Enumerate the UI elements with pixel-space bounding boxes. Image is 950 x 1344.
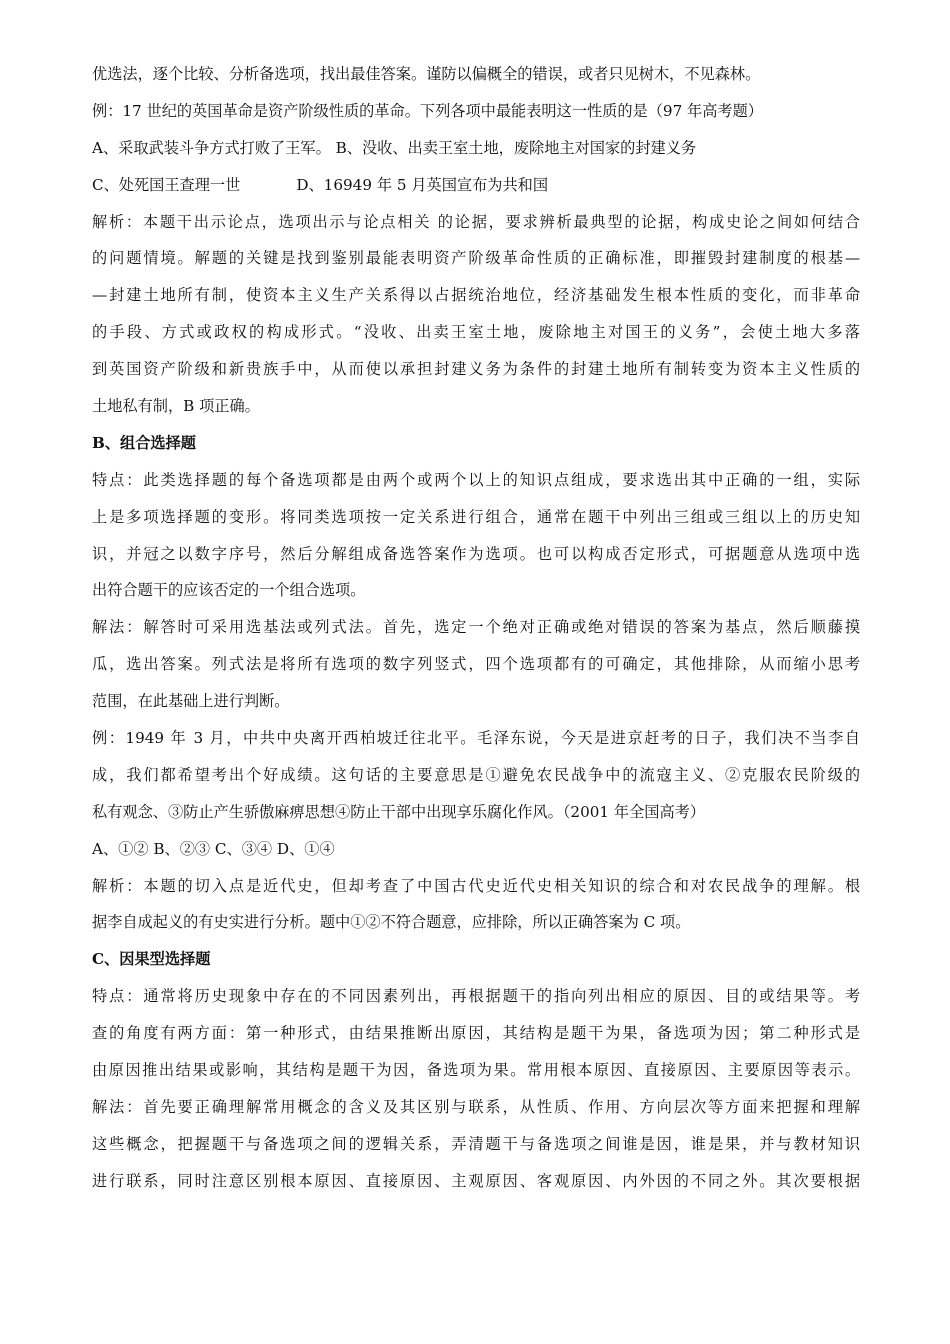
- text-line: 进行联系，同时注意区别根本原因、直接原因、主观原因、客观原因、内外因的不同之外。其次要根据: [92, 1171, 860, 1190]
- text-line: 瓜，选出答案。列式法是将所有选项的数字列竖式，四个选项都有的可确定，其他排除，从而缩小思考: [92, 655, 860, 674]
- text-line: 上是多项选择题的变形。将同类选项按一定关系进行组合，通常在题干中列出三组或三组以上的历史知: [92, 507, 860, 526]
- text-line: 范围，在此基础上进行判断。: [92, 692, 290, 711]
- text-line: 解析：本题的切入点是近代史，但却考查了中国古代史近代史相关知识的综合和对农民战争的理解。根: [92, 876, 860, 895]
- option-d: D、16949 年 5 月英国宣布为共和国: [296, 175, 549, 194]
- text-line: 识，并冠之以数字序号，然后分解组成备选答案作为选项。也可以构成否定形式，可据题意从选项中选: [92, 544, 860, 563]
- text-line: A、①② B、②③ C、③④ D、①④: [92, 839, 335, 858]
- text-line: 解法：解答时可采用选基法或列式法。首先，选定一个绝对正确或绝对错误的答案为基点，然后顺藤摸: [92, 618, 860, 637]
- text-line: 私有观念、③防止产生骄傲麻痹思想④防止干部中出现享乐腐化作风。（2001 年全国高考）: [92, 802, 706, 821]
- text-line: 到英国资产阶级和新贵族手中，从而使以承担封建义务为条件的封建土地所有制转变为资本主义性质的: [92, 360, 860, 379]
- text-line: 土地私有制，B 项正确。: [92, 397, 260, 416]
- section-heading: B、组合选择题: [92, 433, 196, 452]
- text-line: 例：1949 年 3 月，中共中央离开西柏坡迁往北平。毛泽东说，今天是进京赶考的日子，我们决不当李自: [92, 729, 860, 748]
- text-line: 例：17 世纪的英国革命是资产阶级性质的革命。下列各项中最能表明这一性质的是（97 年高考题）: [92, 101, 763, 120]
- text-line: 的问题情境。解题的关键是找到鉴别最能表明资产阶级革命性质的正确标准，即摧毁封建制度的根基—: [92, 249, 860, 268]
- text-line: 特点：此类选择题的每个备选项都是由两个或两个以上的知识点组成，要求选出其中正确的一组，实际: [92, 470, 860, 489]
- text-line: 据李自成起义的有史实进行分析。题中①②不符合题意，应排除，所以正确答案为 C 项。: [92, 913, 691, 932]
- text-line: 的手段、方式或政权的构成形式。“没收、出卖王室土地，废除地主对国王的义务”，会使土地大多落: [92, 323, 860, 342]
- text-line: 这些概念，把握题干与备选项之间的逻辑关系，弄清题干与备选项之间谁是因，谁是果，并与教材知识: [92, 1134, 860, 1153]
- text-line: A、采取武装斗争方式打败了王军。 B、没收、出卖王室土地，废除地主对国家的封建义务: [92, 138, 697, 157]
- answer-options-line: [92, 167, 860, 204]
- text-line: 由原因推出结果或影响，其结构是题干为因，备选项为果。常用根本原因、直接原因、主要原因等表示。: [92, 1061, 860, 1080]
- option-c: C、处死国王查理一世: [92, 175, 241, 194]
- text-line: 出符合题干的应该否定的一个组合选项。: [92, 581, 366, 600]
- text-line: 成，我们都希望考出个好成绩。这句话的主要意思是①避免农民战争中的流寇主义、②克服农民阶级的: [92, 765, 860, 784]
- text-line: —封建土地所有制，使资本主义生产关系得以占据统治地位，经济基础发生根本性质的变化，而非革命: [92, 286, 860, 305]
- document-page: [92, 56, 860, 1200]
- text-line: 查的角度有两方面：第一种形式，由结果推断出原因，其结构是题干为果，备选项为因；第二种形式是: [92, 1024, 860, 1043]
- text-line: 解析：本题干出示论点，选项出示与论点相关 的论据，要求辨析最典型的论据，构成史论之间如何结合: [92, 212, 860, 231]
- text-line: 优选法，逐个比较、分析备选项，找出最佳答案。谨防以偏概全的错误，或者只见树木，不见森林。: [92, 65, 761, 83]
- text-line: 特点：通常将历史现象中存在的不同因素列出，再根据题干的指向列出相应的原因、目的或结果等。考: [92, 987, 860, 1006]
- section-heading: C、因果型选择题: [92, 950, 211, 969]
- text-line: 解法：首先要正确理解常用概念的含义及其区别与联系，从性质、作用、方向层次等方面来把握和理解: [92, 1097, 860, 1116]
